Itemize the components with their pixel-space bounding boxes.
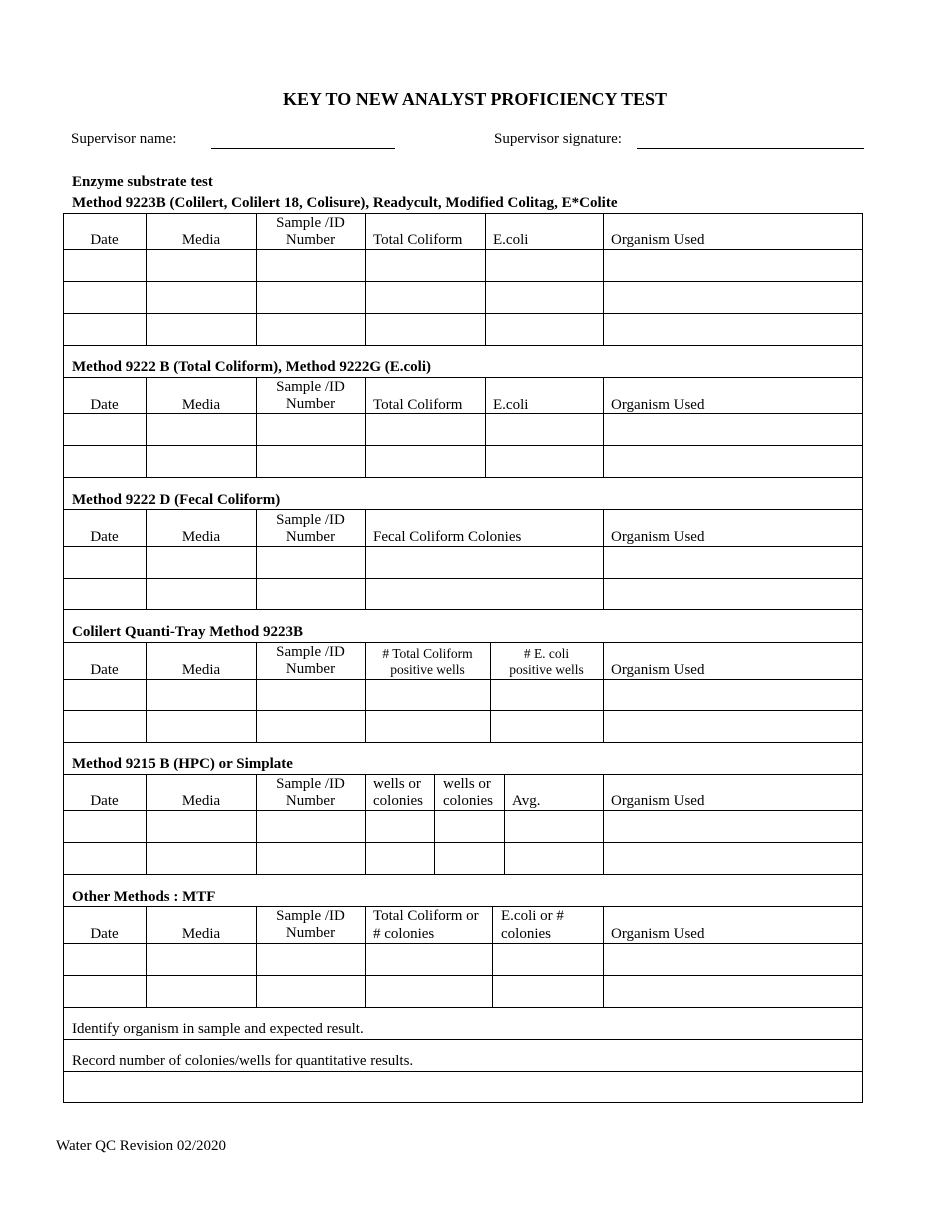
s4-title: Colilert Quanti-Tray Method 9223B bbox=[72, 624, 303, 640]
s1-sample-header-1: Sample /ID bbox=[276, 215, 345, 231]
s6-ec-header-2: colonies bbox=[501, 926, 551, 942]
s3-title: Method 9222 D (Fecal Coliform) bbox=[72, 492, 281, 508]
s2-date-header: Date bbox=[90, 397, 119, 413]
s6-ec-header-1: E.coli or # bbox=[501, 908, 564, 924]
s6-media-header: Media bbox=[181, 926, 221, 942]
s4-ec-header-2: positive wells bbox=[509, 662, 584, 677]
s4-date-header: Date bbox=[90, 662, 119, 678]
s4-organism-header: Organism Used bbox=[611, 662, 705, 678]
s4-sample-header-2: Number bbox=[285, 661, 336, 677]
enzyme-heading: Enzyme substrate test bbox=[72, 174, 213, 190]
s2-sample-header-2: Number bbox=[285, 396, 336, 412]
s2-organism-header: Organism Used bbox=[611, 397, 705, 413]
footer-revision: Water QC Revision 02/2020 bbox=[56, 1138, 227, 1154]
s6-date-header: Date bbox=[90, 926, 119, 942]
s5-sample-header-1: Sample /ID bbox=[276, 776, 345, 792]
note-identify: Identify organism in sample and expected result. bbox=[72, 1021, 364, 1037]
s3-sample-header-2: Number bbox=[285, 529, 336, 545]
s6-sample-header-1: Sample /ID bbox=[276, 908, 345, 924]
page-title: KEY TO NEW ANALYST PROFICIENCY TEST bbox=[283, 89, 667, 109]
method-9223b-heading: Method 9223B (Colilert, Colilert 18, Colisure), Readycult, Modified Colitag, E*Colite bbox=[72, 195, 618, 211]
s4-ec-header-1: # E. coli bbox=[523, 646, 570, 661]
s2-media-header: Media bbox=[181, 397, 221, 413]
s3-date-header: Date bbox=[90, 529, 119, 545]
s2-sample-header-1: Sample /ID bbox=[276, 379, 345, 395]
supervisor-name-field[interactable] bbox=[211, 148, 395, 149]
note-record: Record number of colonies/wells for quantitative results. bbox=[72, 1053, 414, 1069]
s1-date-header: Date bbox=[90, 232, 119, 248]
s2-total-coliform-header: Total Coliform bbox=[373, 397, 463, 413]
s6-organism-header: Organism Used bbox=[611, 926, 705, 942]
s3-media-header: Media bbox=[181, 529, 221, 545]
s2-title: Method 9222 B (Total Coliform), Method 9222G (E.coli) bbox=[72, 359, 431, 375]
s6-title: Other Methods : MTF bbox=[72, 889, 216, 905]
s5-wells1-header-2: colonies bbox=[373, 793, 423, 809]
s3-organism-header: Organism Used bbox=[611, 529, 705, 545]
s5-date-header: Date bbox=[90, 793, 119, 809]
s1-ecoli-header: E.coli bbox=[493, 232, 529, 248]
s5-sample-header-2: Number bbox=[285, 793, 336, 809]
s3-sample-header-1: Sample /ID bbox=[276, 512, 345, 528]
s1-sample-header-2: Number bbox=[285, 232, 336, 248]
s5-wells1-header-1: wells or bbox=[373, 776, 421, 792]
s1-media-header: Media bbox=[181, 232, 221, 248]
s6-tc-header-2: # colonies bbox=[373, 926, 435, 942]
s4-sample-header-1: Sample /ID bbox=[276, 644, 345, 660]
s5-wells2-header-2: colonies bbox=[443, 793, 493, 809]
s3-fecal-header: Fecal Coliform Colonies bbox=[373, 529, 522, 545]
s4-tc-header-1: # Total Coliform bbox=[382, 646, 473, 661]
s4-tc-header-2: positive wells bbox=[390, 662, 465, 677]
s5-title: Method 9215 B (HPC) or Simplate bbox=[72, 756, 293, 772]
s6-tc-header-1: Total Coliform or bbox=[373, 908, 479, 924]
s4-media-header: Media bbox=[181, 662, 221, 678]
s2-ecoli-header: E.coli bbox=[493, 397, 529, 413]
s6-sample-header-2: Number bbox=[285, 925, 336, 941]
supervisor-signature-field[interactable] bbox=[637, 148, 864, 149]
supervisor-name-label: Supervisor name: bbox=[71, 131, 177, 147]
s5-avg-header: Avg. bbox=[512, 793, 541, 809]
s1-organism-header: Organism Used bbox=[611, 232, 705, 248]
s1-total-coliform-header: Total Coliform bbox=[373, 232, 463, 248]
supervisor-signature-label: Supervisor signature: bbox=[494, 131, 622, 147]
s5-organism-header: Organism Used bbox=[611, 793, 705, 809]
s5-wells2-header-1: wells or bbox=[443, 776, 491, 792]
s5-media-header: Media bbox=[181, 793, 221, 809]
